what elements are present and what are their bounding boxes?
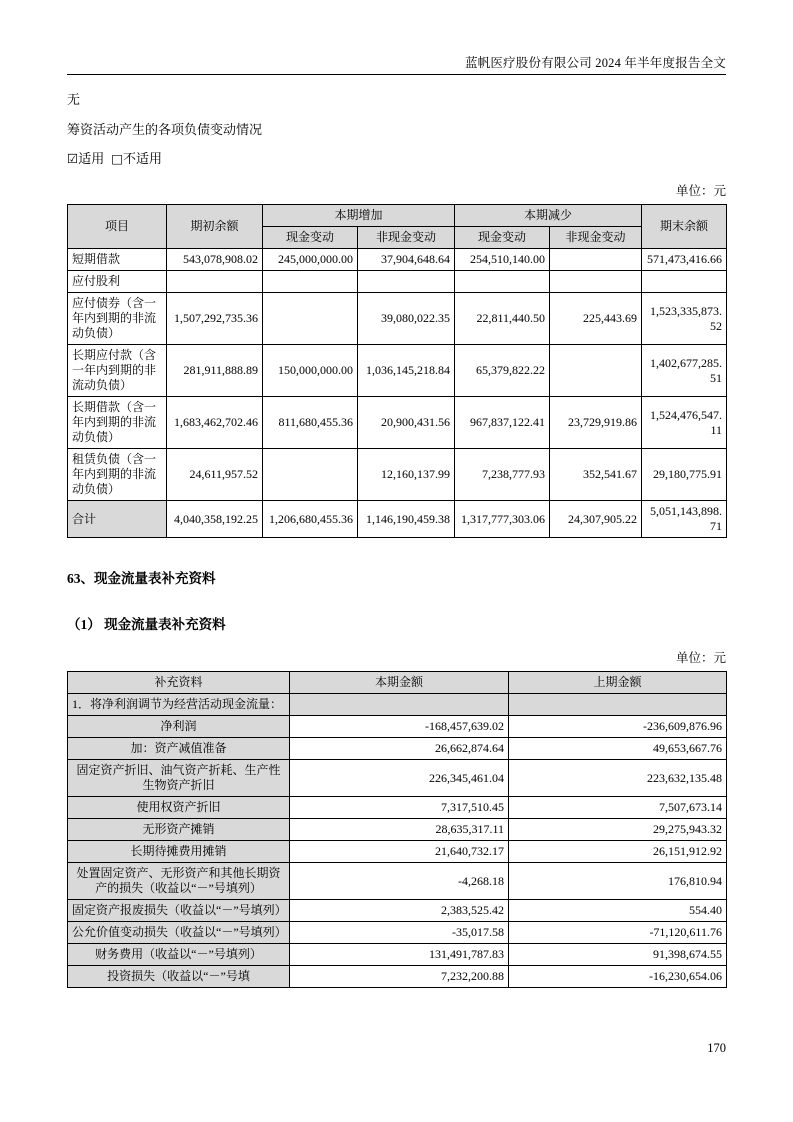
cell-end-balance: 29,180,775.91: [642, 449, 727, 501]
cell-prior-amount: 7,507,673.14: [509, 797, 727, 819]
cell-increase-noncash: 20,900,431.56: [358, 397, 455, 449]
header-begin-balance: 期初余额: [167, 205, 263, 249]
cell-increase-cash: [263, 271, 358, 293]
cell-increase-cash: [263, 449, 358, 501]
cell-begin-balance: [167, 271, 263, 293]
cell-current-amount: -4,268.18: [290, 863, 509, 900]
table-row: [68, 271, 727, 293]
cashflow-header-current: 本期金额: [290, 672, 509, 694]
cell-decrease-cash: 65,379,822.22: [455, 345, 550, 397]
row-item-label: 财务费用（收益以“－”号填列）: [68, 944, 290, 966]
total-increase-noncash: 1,146,190,459.38: [358, 501, 455, 538]
cell-decrease-cash: 254,510,140.00: [455, 249, 550, 271]
cell-end-balance: 1,402,677,285.51: [642, 345, 727, 397]
cell-prior-amount: 223,632,135.48: [509, 760, 727, 797]
cell-current-amount: 7,232,200.88: [290, 966, 509, 988]
cell-decrease-cash: 22,811,440.50: [455, 293, 550, 345]
cell-begin-balance: 1,683,462,702.46: [167, 397, 263, 449]
row-item-label: 1．将净利润调节为经营活动现金流量：: [68, 694, 290, 716]
cell-decrease-noncash: 225,443.69: [550, 293, 642, 345]
row-item-label: 处置固定资产、无形资产和其他长期资产的损失（收益以“－”号填列）: [68, 863, 290, 900]
none-paragraph: 无: [67, 92, 81, 107]
liability-change-table: [67, 204, 727, 538]
cell-current-amount: 28,635,317.11: [290, 819, 509, 841]
cell-current-amount: 226,345,461.04: [290, 760, 509, 797]
cell-decrease-noncash: 23,729,919.86: [550, 397, 642, 449]
cell-current-amount: 131,491,787.83: [290, 944, 509, 966]
cell-decrease-noncash: 352,541.67: [550, 449, 642, 501]
cell-prior-amount: -16,230,654.06: [509, 966, 727, 988]
row-item-label: 公允价值变动损失（收益以“－”号填列）: [68, 922, 290, 944]
table-row: [68, 863, 727, 900]
cell-decrease-cash: [455, 271, 550, 293]
total-increase-cash: 1,206,680,455.36: [263, 501, 358, 538]
row-item-label: 应付债券（含一年内到期的非流动负债）: [68, 293, 167, 345]
cell-end-balance: 1,524,476,547.11: [642, 397, 727, 449]
row-item-label: 固定资产报废损失（收益以“－”号填列）: [68, 900, 290, 922]
row-item-label: 投资损失（收益以“－”号填: [68, 966, 290, 988]
cell-increase-cash: 150,000,000.00: [263, 345, 358, 397]
table-row: [68, 293, 727, 345]
cashflow-header-prior: 上期金额: [509, 672, 727, 694]
header-increase-cash: 现金变动: [263, 227, 358, 249]
row-item-label: 短期借款: [68, 249, 167, 271]
cell-begin-balance: 543,078,908.02: [167, 249, 263, 271]
cell-decrease-noncash: [550, 249, 642, 271]
total-decrease-cash: 1,317,777,303.06: [455, 501, 550, 538]
cell-begin-balance: 281,911,888.89: [167, 345, 263, 397]
table-row: [68, 397, 727, 449]
cell-decrease-cash: 7,238,777.93: [455, 449, 550, 501]
cell-current-amount: 7,317,510.45: [290, 797, 509, 819]
table-row: [68, 966, 727, 988]
table-row: [68, 345, 727, 397]
cell-increase-cash: 811,680,455.36: [263, 397, 358, 449]
cell-prior-amount: 49,653,667.76: [509, 738, 727, 760]
table-row: [68, 249, 727, 271]
table-row: [68, 944, 727, 966]
table-row: [68, 841, 727, 863]
cell-end-balance: [642, 271, 727, 293]
total-end-balance: 5,051,143,898.71: [642, 501, 727, 538]
cell-prior-amount: 29,275,943.32: [509, 819, 727, 841]
header-decrease-noncash: 非现金变动: [550, 227, 642, 249]
row-item-label: 加：资产减值准备: [68, 738, 290, 760]
total-begin-balance: 4,040,358,192.25: [167, 501, 263, 538]
table-header-row-1: [68, 205, 727, 227]
row-item-label: 租赁负债（含一年内到期的非流动负债）: [68, 449, 167, 501]
cell-increase-cash: [263, 293, 358, 345]
row-item-label: 长期借款（含一年内到期的非流动负债）: [68, 397, 167, 449]
table-row: [68, 900, 727, 922]
applicable-checkbox[interactable]: ☑: [67, 151, 79, 166]
cell-current-amount: -168,457,639.02: [290, 716, 509, 738]
table-section-row: [68, 694, 727, 716]
table-total-row: [68, 501, 727, 538]
cell-prior-amount: -71,120,611.76: [509, 922, 727, 944]
cell-current-amount: 2,383,525.42: [290, 900, 509, 922]
cell-prior-amount: 26,151,912.92: [509, 841, 727, 863]
topic-paragraph: 筹资活动产生的各项负债变动情况: [67, 122, 263, 137]
header-increase: 本期增加: [263, 205, 455, 227]
cell-current-amount: -35,017.58: [290, 922, 509, 944]
applicable-label: 适用: [78, 151, 105, 166]
cashflow-table-body: [68, 694, 727, 988]
row-item-label: 长期待摊费用摊销: [68, 841, 290, 863]
cell-increase-cash: 245,000,000.00: [263, 249, 358, 271]
cell-increase-noncash: 1,036,145,218.84: [358, 345, 455, 397]
row-item-label: 无形资产摊销: [68, 819, 290, 841]
total-label: 合计: [68, 501, 167, 538]
header-increase-noncash: 非现金变动: [358, 227, 455, 249]
applicability-line: [67, 150, 726, 167]
cell-increase-noncash: [358, 271, 455, 293]
cell-decrease-cash: 967,837,122.41: [455, 397, 550, 449]
cell-prior-amount: 554.40: [509, 900, 727, 922]
header-decrease: 本期减少: [455, 205, 642, 227]
cell-increase-noncash: 12,160,137.99: [358, 449, 455, 501]
cell-decrease-noncash: [550, 271, 642, 293]
table-row: [68, 797, 727, 819]
table-row: [68, 738, 727, 760]
section-heading: 63、现金流量表补充资料: [67, 571, 216, 586]
table-row: [68, 716, 727, 738]
cell-end-balance: 1,523,335,873.52: [642, 293, 727, 345]
cashflow-header-item: 补充资料: [68, 672, 290, 694]
cell-current-amount: 26,662,874.64: [290, 738, 509, 760]
cell-current-amount: 21,640,732.17: [290, 841, 509, 863]
cell-prior-amount: [509, 694, 727, 716]
header-end-balance: 期末余额: [642, 205, 727, 249]
not-applicable-checkbox[interactable]: □: [111, 151, 124, 166]
cell-decrease-noncash: [550, 345, 642, 397]
cell-prior-amount: -236,609,876.96: [509, 716, 727, 738]
row-item-label: 使用权资产折旧: [68, 797, 290, 819]
table-row: [68, 449, 727, 501]
header-item: 项目: [68, 205, 167, 249]
cashflow-supplement-table: [67, 671, 727, 988]
cell-begin-balance: 24,611,957.52: [167, 449, 263, 501]
running-header: [67, 0, 726, 75]
page-content: [67, 0, 726, 988]
cell-increase-noncash: 39,080,022.35: [358, 293, 455, 345]
table-row: [68, 922, 727, 944]
cell-prior-amount: 176,810.94: [509, 863, 727, 900]
liability-table-body: [68, 249, 727, 538]
cell-increase-noncash: 37,904,648.64: [358, 249, 455, 271]
unit-label-liability: 单位：元: [675, 184, 726, 198]
subsection-heading: （1） 现金流量表补充资料: [67, 617, 226, 632]
cell-current-amount: [290, 694, 509, 716]
table-row: [68, 760, 727, 797]
cell-begin-balance: 1,507,292,735.36: [167, 293, 263, 345]
not-applicable-label: 不适用: [123, 151, 163, 166]
total-decrease-noncash: 24,307,905.22: [550, 501, 642, 538]
header-decrease-cash: 现金变动: [455, 227, 550, 249]
unit-label-cashflow: 单位：元: [675, 651, 726, 665]
row-item-label: 净利润: [68, 716, 290, 738]
row-item-label: 应付股利: [68, 271, 167, 293]
table-row: [68, 819, 727, 841]
page-number: 170: [707, 1041, 726, 1055]
running-header-title: 蓝帆医疗股份有限公司 2024 年半年度报告全文: [464, 56, 726, 70]
row-item-label: 长期应付款（含一年内到期的非流动负债）: [68, 345, 167, 397]
cell-end-balance: 571,473,416.66: [642, 249, 727, 271]
cell-prior-amount: 91,398,674.55: [509, 944, 727, 966]
cashflow-header-row: [68, 672, 727, 694]
row-item-label: 固定资产折旧、油气资产折耗、生产性生物资产折旧: [68, 760, 290, 797]
